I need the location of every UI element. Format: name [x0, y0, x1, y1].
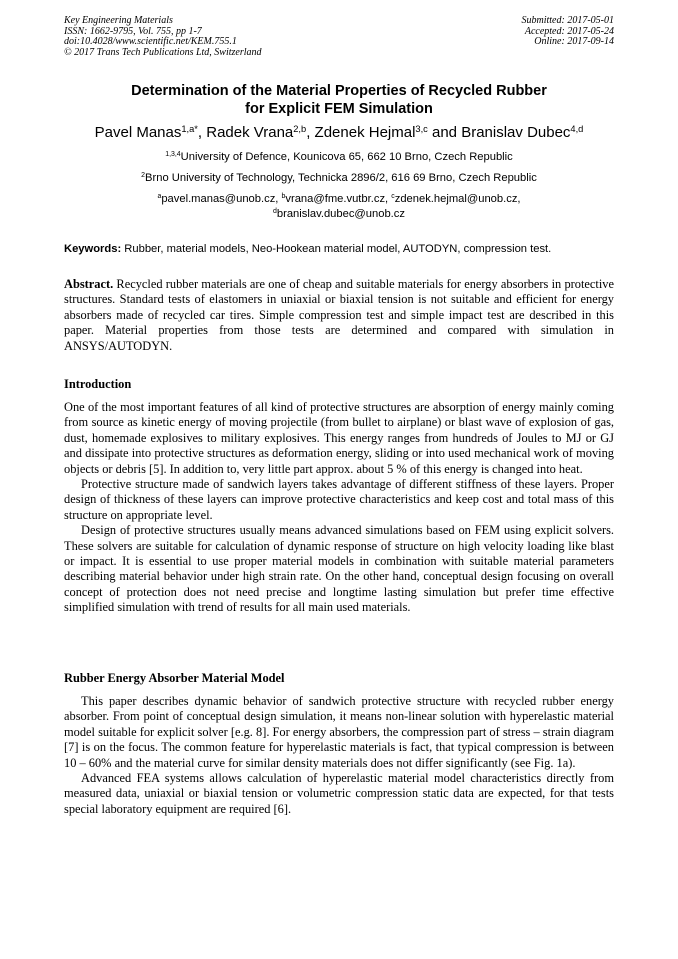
title-line-2: for Explicit FEM Simulation [245, 101, 433, 117]
affiliation-1 [40, 150, 638, 164]
journal-name: Key Engineering Materials [64, 15, 173, 26]
email-line-1 [40, 192, 638, 207]
online-date: Online: 2017-09-14 [534, 36, 614, 48]
affiliation-text: University of Defence, Kounicova 65, 662 10 Brno, Czech Republic [180, 151, 513, 163]
email-sup: d [273, 207, 277, 215]
email-sup: b [281, 193, 286, 201]
abstract [64, 277, 614, 354]
paragraph: One of the most important features of all kind of protective structures are absorption of energy mainly coming from source as kinetic energy of moving projectile (from bullet to airplane) or blast wave of explosion of gas, dust, homemade explosives to military explosives. This energy ranges from hundreds of Joules to MJ or GJ and dissipate into protective structures as deformation energy, sliding or into used mechanical work of moving objects or debris [5]. In addition to, very little part approx. about 5 % of this energy is changed into heat. [64, 400, 614, 476]
author-name: Branislav Dubec [461, 124, 571, 141]
doi-line: doi:10.4028/www.scientific.net/KEM.755.1 [64, 36, 237, 48]
journal-info [64, 16, 262, 58]
section-heading-rubber-model: Rubber Energy Absorber Material Model [64, 671, 285, 685]
affiliation-sup: 1,3,4 [165, 151, 181, 159]
title-line-1: Determination of the Material Properties of Recycled Rubber [131, 83, 547, 99]
accepted-date: Accepted: 2017-05-24 [524, 25, 614, 37]
email-line-2 [40, 207, 638, 222]
author-name: Zdenek Hejmal [314, 124, 416, 141]
author-list [40, 123, 638, 143]
email-link[interactable]: pavel.manas@unob.cz, [161, 193, 282, 205]
paragraph: Advanced FEA systems allows calculation of hyperelastic material model characteristics directly from measured data, uniaxial or biaxial tension or volumetric compression static data are expected, for that tests special laboratory equipment are required [6]. [64, 771, 614, 816]
author-separator: , [197, 124, 207, 141]
email-sup: a [157, 193, 162, 201]
affiliation-sup: 2 [141, 172, 146, 180]
affiliation-text: Brno University of Technology, Technicka 2896/2, 616 69 Brno, Czech Republic [145, 172, 537, 184]
submitted-date: Submitted: 2017-05-01 [521, 15, 614, 26]
abstract-text: Recycled rubber materials are one of cheap and suitable materials for energy absorbers in protective structures. Standard tests of elastomers in uniaxial or biaxial tension is not suitable and efficient for energy absorbers made of recycled car tires. Simple compression test and simple impact test are described in this paper. Material properties from those tests are determined and compared with simulation in ANSYS/AUTODYN. [64, 277, 614, 353]
dates-info [522, 16, 615, 48]
affiliation-2 [40, 171, 638, 185]
author-name: Pavel Manas [94, 124, 182, 141]
paragraph: This paper describes dynamic behavior of sandwich protective structure with recycled rubber energy absorber. From point of conceptual design simulation, it means non-linear solution with hyperelastic material model suitable for explicit solver [e.g. 8]. For energy absorbers, the compression part of stress – strain diagram [7] is on the focus. The common feature for hyperelastic materials is fact, that typical compression is between 10 – 60% and the material curve for similar density materials does not differ significantly (see Fig. 1a). [64, 694, 614, 770]
introduction-body [64, 400, 614, 616]
email-list [40, 192, 638, 221]
email-link[interactable]: zdenek.hejmal@unob.cz, [394, 193, 521, 205]
keywords-text: Rubber, material models, Neo-Hookean material model, AUTODYN, compression test. [121, 243, 552, 255]
author-separator: and [427, 124, 462, 141]
section-heading-introduction: Introduction [64, 377, 132, 391]
keywords [64, 242, 624, 256]
author-affiliation-sup: 2,b [293, 123, 307, 134]
keywords-label: Keywords: [64, 243, 122, 255]
rubber-model-body [64, 694, 614, 817]
author-separator: , [306, 124, 315, 141]
paragraph: Protective structure made of sandwich layers takes advantage of different stiffness of these layers. Proper design of thickness of these layers can improve protective characteristics and keep cost and total mass of this structure on appropriate level. [64, 477, 614, 522]
copyright-line: © 2017 Trans Tech Publications Ltd, Switzerland [64, 46, 262, 58]
email-link[interactable]: vrana@fme.vutbr.cz, [285, 193, 392, 205]
author-affiliation-sup: 3,c [415, 123, 428, 134]
email-link[interactable]: branislav.dubec@unob.cz [276, 207, 405, 220]
author-affiliation-sup: 1,a* [181, 123, 198, 134]
paragraph: Design of protective structures usually means advanced simulations based on FEM using explicit solvers. These solvers are suitable for calculation of dynamic response of structure on high velocity loading like blast or impact. It is essential to use proper material models in combination with suitable material parameters describing material behavior under high strain rate. On the other hand, conceptual design focusing on overall concept of protection does not need precise and longtime lasting simulation but prefer time effective simplified simulation with trend of results for all main used materials. [64, 523, 614, 615]
author-name: Radek Vrana [206, 124, 294, 141]
paper-title [64, 82, 614, 118]
author-affiliation-sup: 4,d [570, 123, 584, 134]
email-sup: c [391, 193, 395, 201]
issn-line: ISSN: 1662-9795, Vol. 755, pp 1-7 [64, 25, 202, 37]
abstract-label: Abstract. [64, 277, 114, 291]
